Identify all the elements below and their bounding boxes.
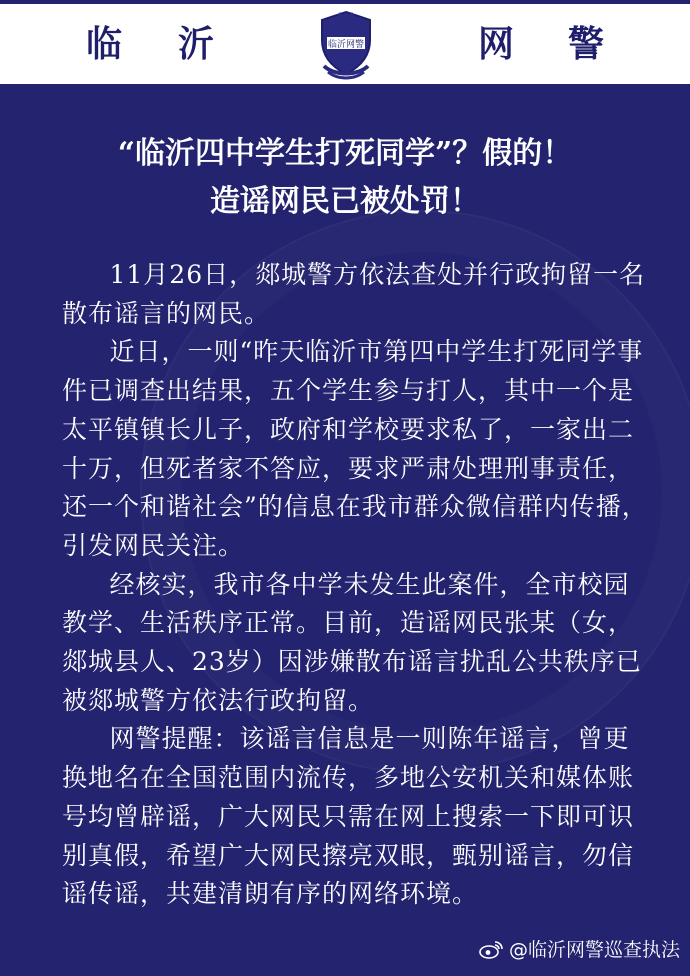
police-badge-icon [318,10,374,80]
header-char-1: 临 [86,23,123,65]
article-title [0,130,690,226]
title-line-1: “临沂四中学生打死同学”？假的！ [117,136,573,171]
paragraph-3: 经核实，我市各中学未发生此案件，全市校园教学、生活秩序正常。目前，造谣网民张某（女，郯城县人、23岁）因涉嫌散布谣言扰乱公共秩序已被郯城警方依法行政拘留。 [62,569,642,715]
header-char-2: 沂 [178,23,215,65]
paragraph-2: 近日，一则“昨天临沂市第四中学生打死同学事件已调查出结果，五个学生参与打人，其中一个是太平镇镇长儿子，政府和学校要求私了，一家出二十万，但死者家不答应，要求严肃处理刑事责任，还一个和谐社会”的信息在我市群众微信群内传播，引发网民关注。 [62,337,648,560]
paragraph-1: 11月26日，郯城警方依法查处并行政拘留一名散布谣言的网民。 [62,260,646,328]
weibo-account-label: @临沂网警巡查执法 [508,939,680,961]
weibo-watermark [479,935,680,962]
header-char-4: 警 [568,23,605,65]
weibo-icon [479,939,503,959]
title-line-2: 造谣网民已被处罚！ [210,184,480,219]
badge-text: 临沂网警 [327,40,365,50]
header-banner [0,4,690,84]
paragraph-4: 网警提醒：该谣言信息是一则陈年谣言，曾更换地名在全国范围内流传，多地公安机关和媒体账号均曾辟谣，广大网民只需在网上搜索一下即可识别真假，希望广大网民擦亮双眼，甄别谣言，勿信谣传谣，共建清朗有序的网络环境。 [62,724,635,909]
article-body [62,256,652,914]
header-char-3: 网 [478,23,515,65]
